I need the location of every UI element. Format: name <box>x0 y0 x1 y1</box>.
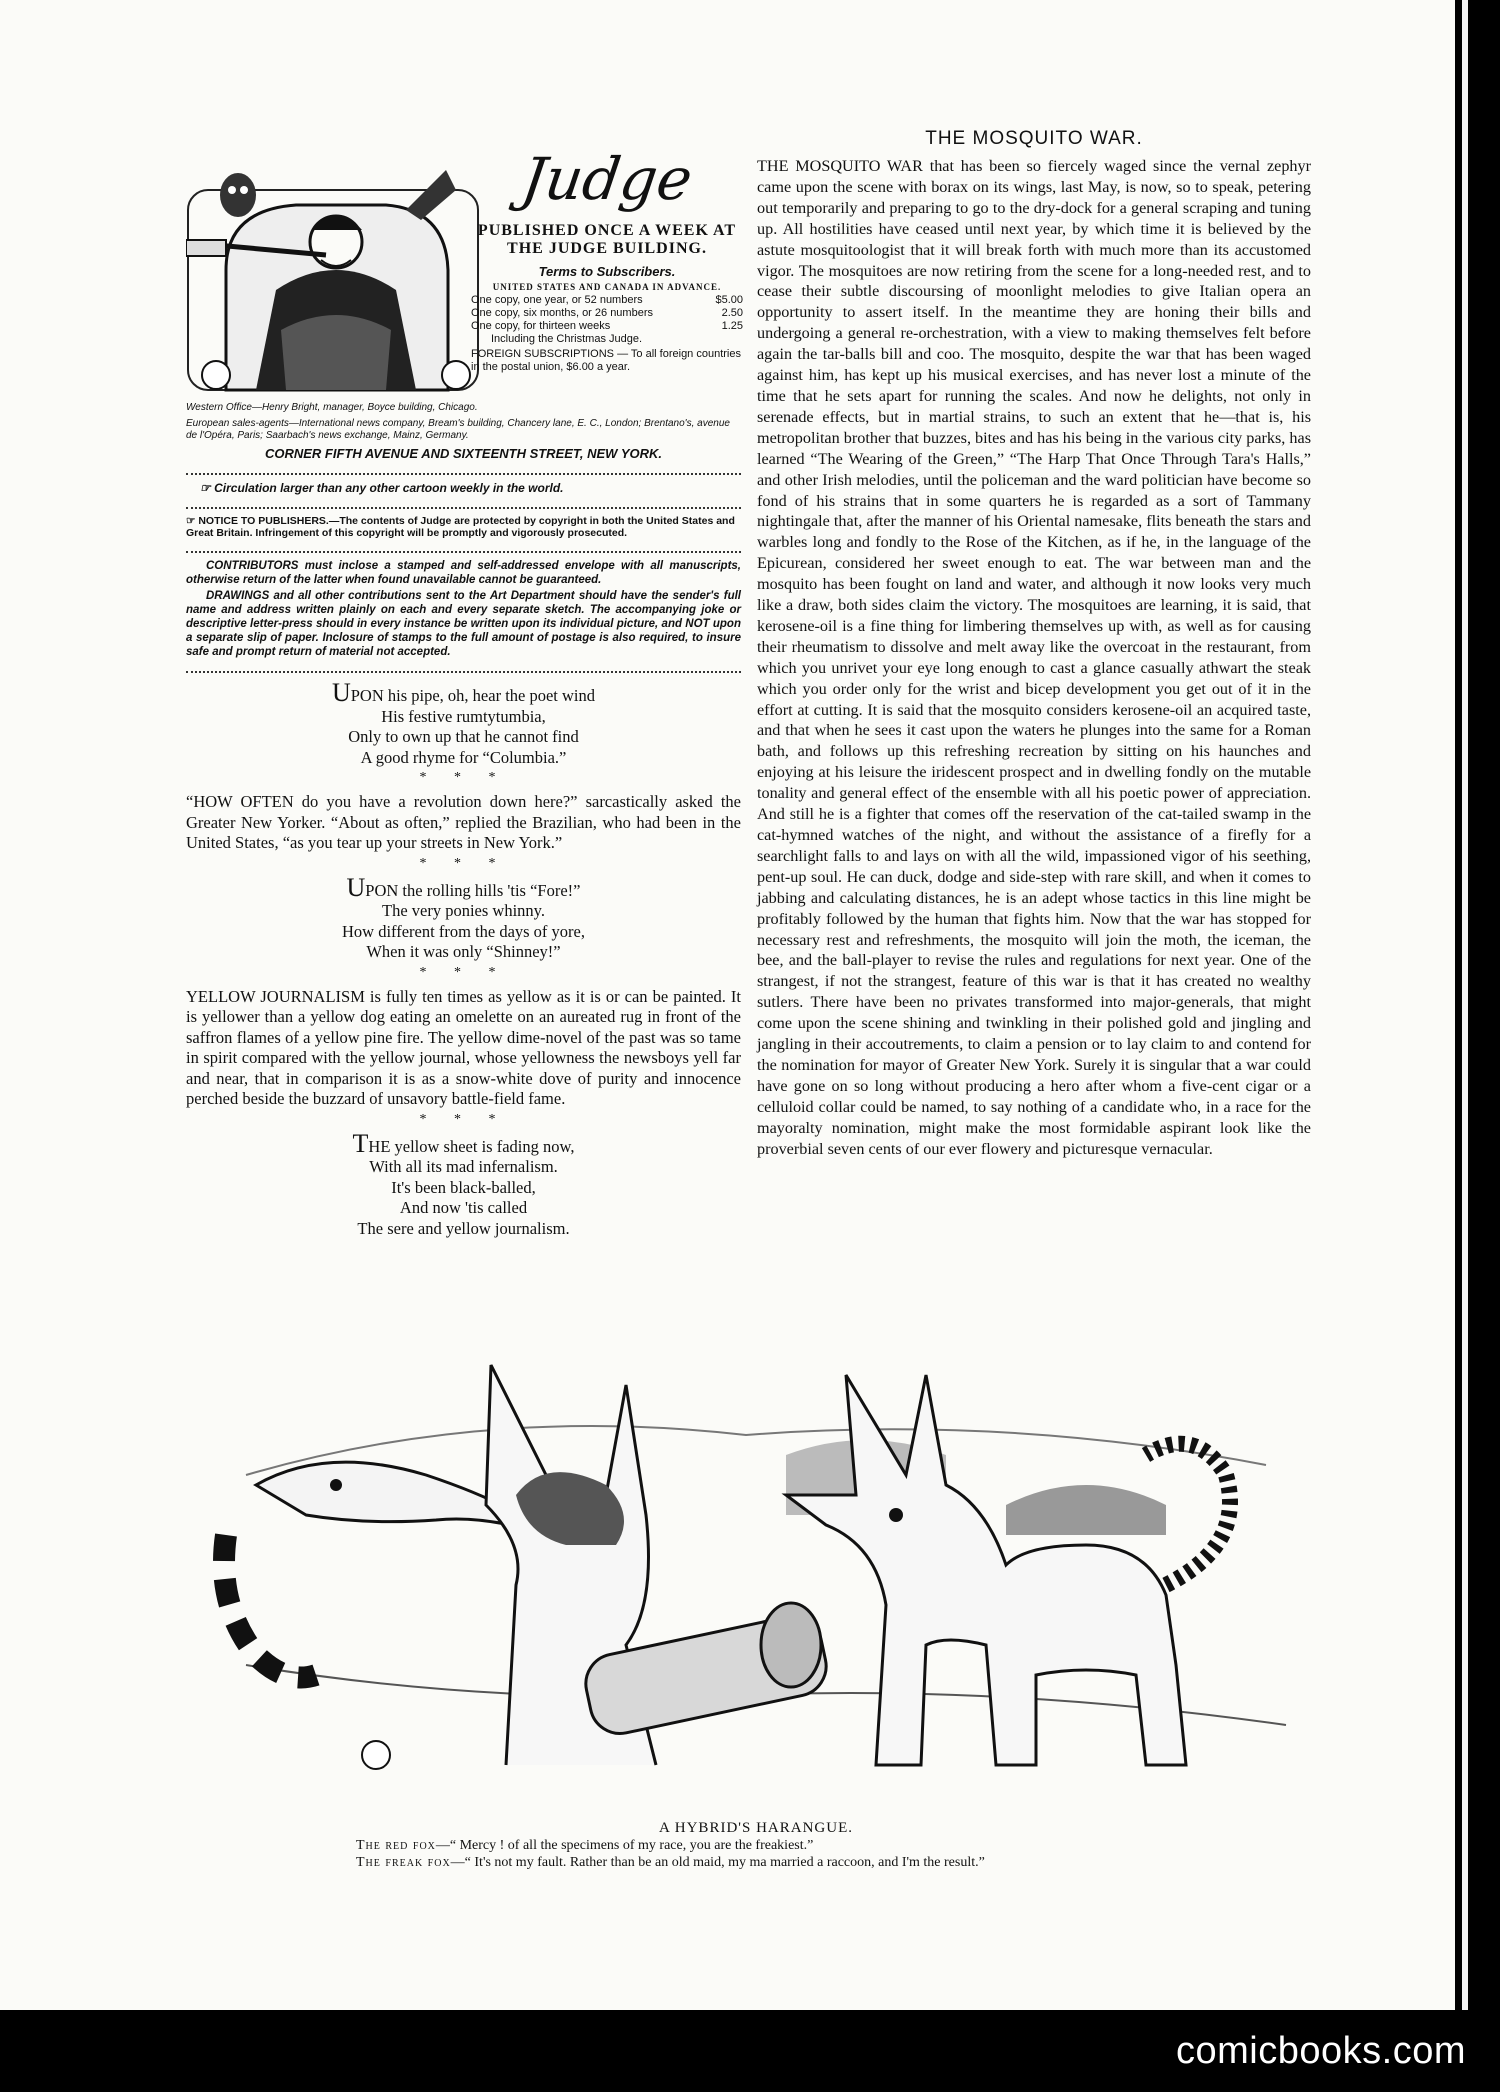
european-agents: European sales-agents—International news company, Bream's building, Chancery lane, E. C., London; Brentano's, avenue de l'Opéra, Paris; Saarbach's news exchange, Mainz, Germany. <box>186 418 730 441</box>
article-title: THE MOSQUITO WAR. <box>925 128 1143 149</box>
joke-revolution: “HOW OFTEN do you have a revolution down here?” sarcastically asked the Greater New Yorker. “About as often,” replied the Brazilian, who had been in the United States, “as you tear up your streets in New York.” <box>186 792 741 852</box>
divider <box>186 665 741 673</box>
pointing-hand-icon: ☞ <box>200 481 215 495</box>
yellow-journalism-paragraph: YELLOW JOURNALISM is fully ten times as yellow as it is or can be painted. It is yellower than a yellow dog eating an omelette on an aureated rug in front of the saffron flames of a yellow pine fire. The yellow dime-novel of the past was so tame in spirit compared with the yellow journal, whose yellowness the newsboys yell far and near, that in comparison it is as a snow-white dove of purity and innocence perched beside the buzzard of unsavory battle-field fame. <box>186 986 741 1108</box>
western-office: Western Office—Henry Bright, manager, Boyce building, Chicago. <box>186 402 478 413</box>
divider <box>186 467 741 475</box>
separator-stars: * * * <box>419 964 508 980</box>
terms-table <box>471 294 743 346</box>
masthead-subtitle: PUBLISHED ONCE A WEEK AT THE JUDGE BUILDING. <box>477 222 737 257</box>
notice-to-publishers: ☞ NOTICE TO PUBLISHERS.—The contents of Judge are protected by copyright in both the United States and Great Britain. Infringement of this copyright will be promptly and vigorously prosecuted. <box>186 515 735 539</box>
terms-heading: Terms to Subscribers. <box>538 264 676 279</box>
divider <box>186 501 741 509</box>
masthead <box>186 128 741 398</box>
terms-region: UNITED STATES AND CANADA IN ADVANCE. <box>492 282 722 292</box>
poem-yellow-sheet: THE yellow sheet is fading now, With all its mad infernalism. It's been black-balled, And now 'tis called The sere and yellow journalism. <box>352 1128 575 1238</box>
caption-line-freak-fox: The freak fox—“ It's not my fault. Rather than be an old maid, my ma married a raccoon, and I'm the result.” <box>356 1855 985 1870</box>
separator-stars: * * * <box>419 855 508 871</box>
binding-edge <box>1462 0 1468 2010</box>
masthead-text <box>471 128 743 374</box>
footer-bar <box>0 2010 1500 2092</box>
pointing-hand-icon: ☞ <box>186 515 199 527</box>
separator-stars: * * * <box>419 1111 508 1127</box>
caption-line-red-fox: The red fox—“ Mercy ! of all the specimens of my race, you are the freakiest.” <box>356 1838 814 1853</box>
separator-stars: * * * <box>419 770 508 785</box>
foreign-subscriptions: FOREIGN SUBSCRIPTIONS — To all foreign countries in the postal union, $6.00 a year. <box>471 348 741 373</box>
terms-row: One copy, six months, or 26 numbers 2.50 <box>471 307 743 319</box>
left-column <box>186 128 741 1239</box>
masthead-title: Judge <box>517 145 697 213</box>
address-line: CORNER FIFTH AVENUE AND SIXTEENTH STREET, NEW YORK. <box>264 446 662 461</box>
fox-cartoon-illustration <box>186 1345 1311 1815</box>
watermark: comicbooks.com <box>1176 2030 1466 2072</box>
contributors-note: CONTRIBUTORS must inclose a stamped and self-addressed envelope with all manuscripts, otherwise return of the latter when found unavailable cannot be guaranteed. <box>186 560 741 586</box>
drawings-note: DRAWINGS and all other contributions sent to the Art Department should have the sender's full name and address written plainly on each and every separate sketch. The accompanying joke or descriptive letter-press should in every instance be written upon its individual picture, and NOT upon a separate slip of paper. Inclosure of stamps to the full amount of postage is also required, to insure safe and prompt return of material not accepted. <box>186 590 741 658</box>
divider <box>186 545 741 553</box>
cartoon-caption <box>356 1820 1156 1871</box>
article-body: THE MOSQUITO WAR that has been so fiercely waged since the vernal zephyr came upon the scene with borax on its wings, last May, is now, so to speak, petering out temporarily and preparing to go to the dry-dock for a general scraping and tuning up. All hostilities have ceased until next year, by which time it is believed by the astute mosquitoologist that it will break forth with much more than its accustomed vigor. The mosquitoes are now retiring from the scene for a long-needed rest, and to cease their subtle discoursing of moonlight melodies to give Italian opera an opportunity to assert itself. In the meantime they are honing their bills and undergoing a general re-orchestration, with a view to making themselves felt before again the tar-balls bill and coo. The mosquito, despite the war that has been waged against him, has kept up his musical exercises, and has never lost a minute of the time that he sets apart for running the scales. And now he delights, not only in serenade effects, but in martial strains, to such an extent that he—that is, his metropolitan brother that buzzes, bites and has his being in the various city parks, has learned “The Wearing of the Green,” “The Harp That Once Through Tara's Halls,” and other Irish melodies, until the policeman and the ward politician have become so fond of his strains that in some quarters he is regarded as a sort of Tammany nightingale that, after the manner of his Oriental namesake, flits beneath the stars and warbles long and fondly to the Rose of the Kitchen, as if he, in the language of the Epicurean, considered her sweet enough to eat. The war between man and the mosquito has been fought on land and water, and although it now looks very much like a draw, both sides claim the victory. The mosquitoes are learning, it is said, that kerosene-oil is a fine thing for limbering themselves up with, as well as for causing their rheumatism to dissolve and melt away like the overcoat in the restaurant, from which you unrivet your eye long enough to cast a glance casually athwart the steak which you order only for the wrist and bicep development you get out of it in the effort at cutting. It is said that the mosquito considers kerosene-oil an acquired taste, and that when he sees it cast upon the waters he plunges into the same for a Roman bath, and follows up this refreshing recreation by sitting on his haunches and enjoying at his leisure the iridescent prospect and in dwelling fondly on the mutable tonality and general effect of the ensemble with all his poetic power of appreciation. And still he is a fighter that comes off the reservation of the cat-tailed swamp in the cat-hymned watches of the night, and without the assistance of a firefly for a searchlight falls to and lays on with all the wild, impassioned vigor of his seething, pent-up soul. He can duck, dodge and side-step with rare skill, and when it comes to jabbing and calculating distances, he is an adept whose tactics in this line might be profitably followed by the human that fights him. Now that the war has stopped for necessary rest and refreshments, the mosquito will join the moth, the iceman, the bee, and the ball-player to revise the rules and regulations for next year. One of the strangest, if not the strangest, feature of this war is that it has created no wealthy sutlers. There have been no privates transformed into major-generals, that might come upon the scene shining and twinkling in their polished gold and jingling and jangling in their accoutrements, to claim a pension or to lay claim to and contend for the nomination for mayor of Greater New York. Surely it is singular that a war could have gone on so long without producing a hero after whom a five-cent cigar or a celluloid collar could be named, to say nothing of a candidate who, in a race for the mayoralty nomination, might make the most formidable aspirant look like the proverbial seven cents of our ever flowery and picturesque vernacular. <box>757 157 1311 1158</box>
terms-row: One copy, one year, or 52 numbers $5.00 <box>471 294 743 306</box>
poem-columbia: UPON his pipe, oh, hear the poet wind His festive rumtytumbia, Only to own up that he cannot find A good rhyme for “Columbia.” <box>331 678 596 767</box>
right-column <box>757 128 1311 1160</box>
cartoon-title: A HYBRID'S HARANGUE. <box>659 1820 853 1836</box>
terms-row: One copy, for thirteen weeks 1.25 <box>471 320 743 332</box>
circulation-note: ☞ Circulation larger than any other cartoon weekly in the world. <box>200 481 564 495</box>
judge-emblem-illustration <box>186 150 486 398</box>
poem-fore: UPON the rolling hills 'tis “Fore!” The very ponies whinny. How different from the days of yore, When it was only “Shinney!” <box>342 872 585 961</box>
terms-note: Including the Christmas Judge. <box>491 333 643 345</box>
